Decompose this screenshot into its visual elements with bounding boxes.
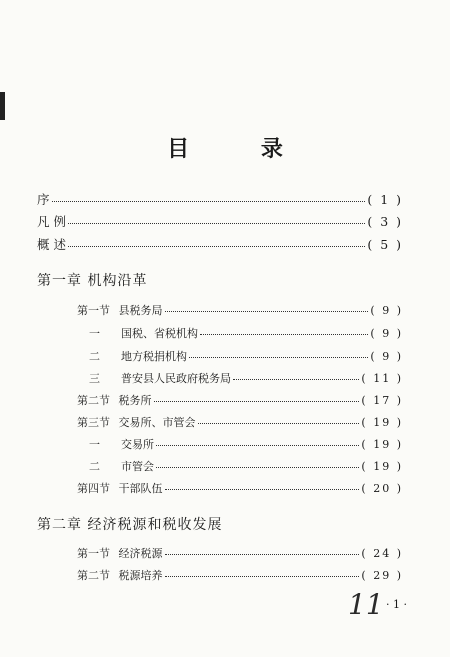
chapter-heading: 第二章 经济税源和税收发展: [37, 517, 223, 533]
toc-label: 税源培养: [118, 569, 163, 582]
toc-page-number: ( 19 ): [361, 416, 403, 429]
subsection-number: 一: [89, 327, 100, 340]
toc-entry-section: [77, 302, 403, 318]
toc-label: 县税务局: [118, 304, 163, 317]
leader-dots: [156, 460, 359, 468]
section-number: 第二节: [77, 394, 110, 407]
scan-edge-mark: [0, 92, 5, 120]
toc-label: 地方税捐机构: [121, 350, 187, 363]
subsection-number: 二: [89, 460, 100, 473]
subsection-number: 三: [89, 372, 100, 385]
toc-label: 普安县人民政府税务局: [121, 372, 231, 385]
toc-entry-section: [77, 392, 403, 408]
toc-page-number: ( 1 ): [367, 192, 403, 207]
toc-page-number: ( 19 ): [361, 438, 403, 451]
toc-entry-section: [77, 545, 403, 561]
section-number: 第一节: [77, 304, 110, 317]
leader-dots: [189, 350, 368, 358]
toc-page-number: ( 19 ): [361, 460, 403, 473]
toc-page-number: ( 11 ): [361, 372, 403, 385]
toc-entry-preface: [37, 190, 403, 208]
subsection-number: 一: [89, 438, 100, 451]
page-title: 目 录: [167, 136, 315, 162]
toc-entry-overview: [37, 235, 403, 253]
toc-page-number: ( 29 ): [361, 569, 403, 582]
toc-page-number: ( 9 ): [370, 350, 403, 363]
leader-dots: [198, 416, 360, 424]
toc-label: 凡 例: [37, 214, 66, 229]
leader-dots: [156, 438, 359, 446]
leader-dots: [68, 239, 365, 248]
toc-page-number: ( 9 ): [370, 304, 403, 317]
leader-dots: [165, 482, 360, 490]
toc-page-number: ( 3 ): [367, 214, 403, 229]
toc-label: 经济税源: [118, 547, 163, 560]
toc-label: 概 述: [37, 237, 66, 252]
leader-dots: [165, 547, 360, 555]
chapter-heading: 第一章 机构沿革: [37, 273, 148, 289]
toc-page-number: ( 24 ): [361, 547, 403, 560]
toc-page-number: ( 9 ): [370, 327, 403, 340]
leader-dots: [165, 569, 360, 577]
toc-entry-subsection: [89, 458, 403, 474]
toc-label: 交易所: [121, 438, 154, 451]
toc-entry-subsection: [89, 348, 403, 364]
subsection-number: 二: [89, 350, 100, 363]
leader-dots: [52, 194, 366, 203]
toc-page-number: ( 20 ): [361, 482, 403, 495]
section-number: 第三节: [77, 416, 110, 429]
page-folio: · 1 ·: [386, 598, 407, 611]
toc-entry-section: [77, 567, 403, 583]
toc-entry-subsection: [89, 370, 403, 386]
toc-entry-subsection: [89, 325, 403, 341]
handwritten-mark: 11: [348, 588, 384, 621]
toc-label: 交易所、市管会: [118, 416, 196, 429]
toc-page-number: ( 17 ): [361, 394, 403, 407]
toc-entry-section: [77, 480, 403, 496]
section-number: 第一节: [77, 547, 110, 560]
toc-label: 市管会: [121, 460, 154, 473]
leader-dots: [200, 327, 368, 335]
section-number: 第二节: [77, 569, 110, 582]
leader-dots: [233, 372, 359, 380]
leader-dots: [68, 216, 365, 225]
toc-entry-subsection: [89, 436, 403, 452]
toc-entry-guide: [37, 212, 403, 230]
toc-entry-section: [77, 414, 403, 430]
toc-label: 序: [37, 192, 50, 207]
toc-label: 税务所: [118, 394, 152, 407]
toc-label: 国税、省税机构: [121, 327, 198, 340]
leader-dots: [154, 394, 360, 402]
leader-dots: [165, 304, 369, 312]
toc-label: 干部队伍: [118, 482, 163, 495]
section-number: 第四节: [77, 482, 110, 495]
toc-page-number: ( 5 ): [367, 237, 403, 252]
